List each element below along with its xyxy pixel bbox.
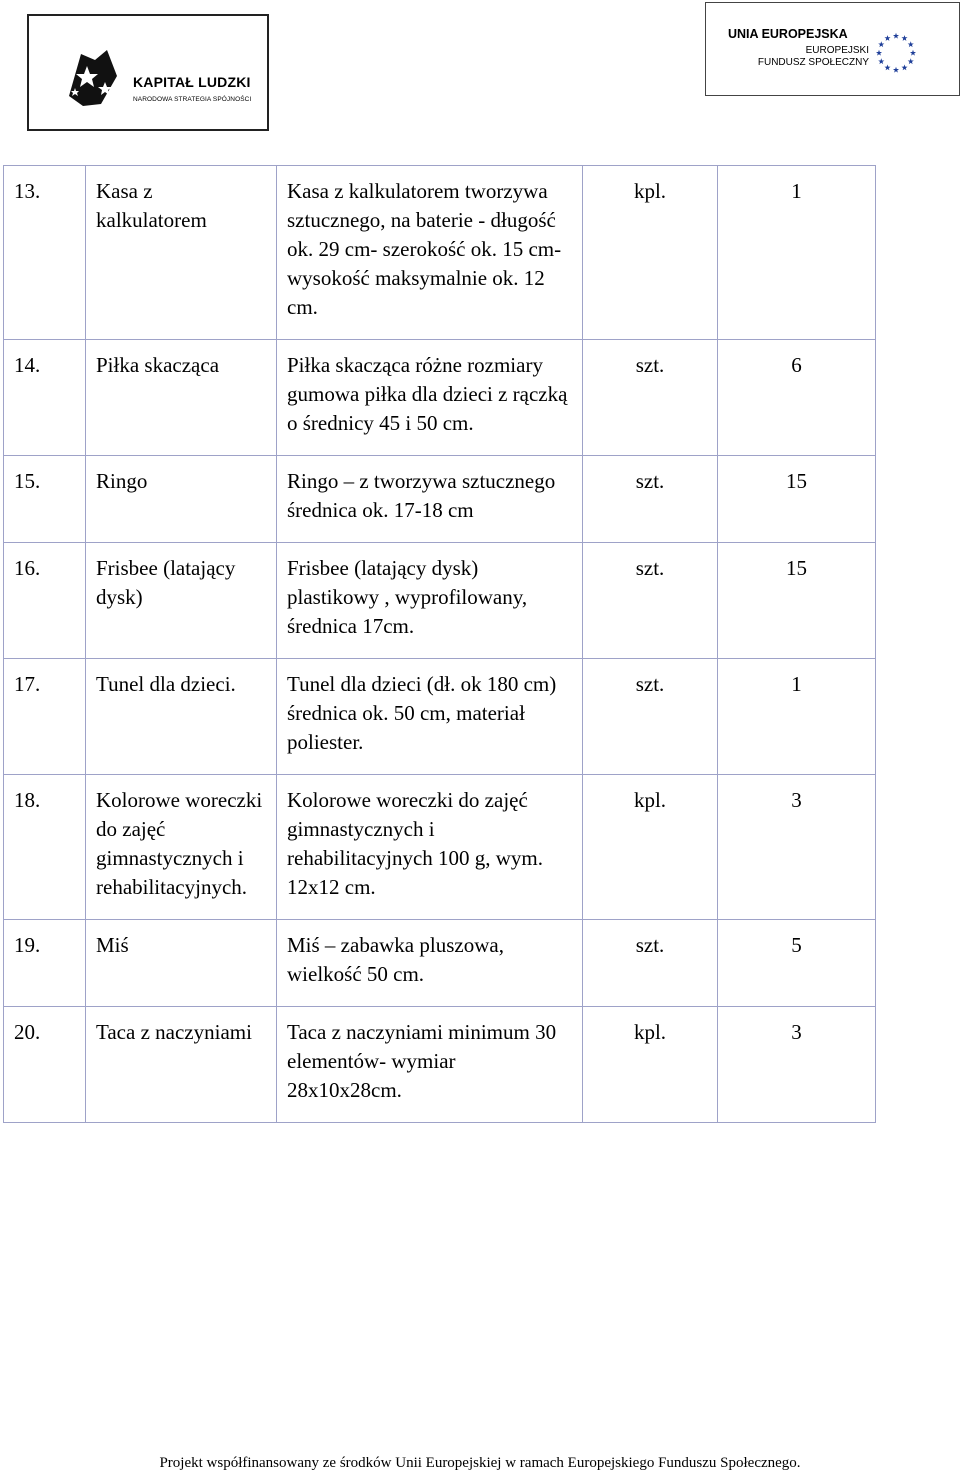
item-name: Kolorowe woreczki do zajęć gimnastycznych i rehabilitacyjnych. [86, 775, 277, 920]
table-row [4, 920, 876, 1007]
item-description: Piłka skacząca różne rozmiary gumowa piłka dla dzieci z rączką o średnicy 45 i 50 cm. [277, 340, 583, 456]
item-name: Kasa z kalkulatorem [86, 166, 277, 340]
table-row [4, 456, 876, 543]
eu-star-icon [878, 41, 884, 47]
table-row [4, 775, 876, 920]
item-description: Taca z naczyniami minimum 30 elementów- wymiar 28x10x28cm. [277, 1007, 583, 1123]
eu-fund-line2: FUNDUSZ SPOŁECZNY [757, 57, 869, 68]
item-unit: szt. [583, 920, 718, 1007]
item-number: 14. [4, 340, 86, 456]
item-name: Frisbee (latający dysk) [86, 543, 277, 659]
item-name: Miś [86, 920, 277, 1007]
eu-star-icon [908, 58, 914, 64]
item-quantity: 1 [718, 166, 876, 340]
item-quantity: 3 [718, 775, 876, 920]
item-description: Frisbee (latający dysk) plastikowy , wyprofilowany, średnica 17cm. [277, 543, 583, 659]
item-unit: kpl. [583, 775, 718, 920]
eu-star-icon [910, 50, 916, 56]
item-unit: kpl. [583, 166, 718, 340]
eu-fund-name [758, 45, 869, 69]
eu-fund-line1: EUROPEJSKI [805, 45, 869, 56]
eu-star-icon [876, 50, 882, 56]
kapital-ludzki-subtitle: NARODOWA STRATEGIA SPÓJNOŚCI [133, 96, 252, 103]
item-number: 16. [4, 543, 86, 659]
footer-note: Projekt współfinansowany ze środków Unii Europejskiej w ramach Europejskiego Funduszu Społecznego. [159, 1455, 801, 1471]
item-description: Ringo – z tworzywa sztucznego średnica ok. 17-18 cm [277, 456, 583, 543]
item-quantity: 15 [718, 543, 876, 659]
item-unit: szt. [583, 543, 718, 659]
table-row [4, 543, 876, 659]
item-number: 19. [4, 920, 86, 1007]
items-table [3, 165, 876, 1123]
item-unit: szt. [583, 659, 718, 775]
table-row [4, 166, 876, 340]
kapital-ludzki-emblem-icon [61, 46, 123, 108]
item-name: Ringo [86, 456, 277, 543]
eu-star-icon [893, 33, 899, 39]
item-quantity: 5 [718, 920, 876, 1007]
eu-star-icon [901, 35, 907, 41]
item-quantity: 1 [718, 659, 876, 775]
item-name: Taca z naczyniami [86, 1007, 277, 1123]
item-quantity: 6 [718, 340, 876, 456]
item-description: Kasa z kalkulatorem tworzywa sztucznego, na baterie - długość ok. 29 cm- szerokość ok. 15 cm- wysokość maksymalnie ok. 12 cm. [277, 166, 583, 340]
item-quantity: 15 [718, 456, 876, 543]
eu-title: UNIA EUROPEJSKA [728, 27, 848, 41]
item-unit: szt. [583, 340, 718, 456]
eu-star-icon [884, 65, 890, 71]
item-description: Kolorowe woreczki do zajęć gimnastycznych i rehabilitacyjnych 100 g, wym. 12x12 cm. [277, 775, 583, 920]
item-number: 13. [4, 166, 86, 340]
item-unit: szt. [583, 456, 718, 543]
item-number: 18. [4, 775, 86, 920]
eu-logo [705, 2, 960, 96]
item-name: Piłka skacząca [86, 340, 277, 456]
item-name: Tunel dla dzieci. [86, 659, 277, 775]
item-number: 20. [4, 1007, 86, 1123]
eu-star-icon [893, 67, 899, 73]
table-row [4, 1007, 876, 1123]
table-row [4, 340, 876, 456]
item-quantity: 3 [718, 1007, 876, 1123]
eu-stars-flag-icon [873, 30, 919, 76]
item-unit: kpl. [583, 1007, 718, 1123]
item-number: 15. [4, 456, 86, 543]
kapital-ludzki-logo [27, 14, 269, 131]
item-description: Miś – zabawka pluszowa, wielkość 50 cm. [277, 920, 583, 1007]
item-number: 17. [4, 659, 86, 775]
item-description: Tunel dla dzieci (dł. ok 180 cm) średnica ok. 50 cm, materiał poliester. [277, 659, 583, 775]
eu-star-icon [901, 65, 907, 71]
eu-star-icon [884, 35, 890, 41]
table-row [4, 659, 876, 775]
eu-star-icon [878, 58, 884, 64]
kapital-ludzki-brand: KAPITAŁ LUDZKI [133, 74, 251, 90]
eu-star-icon [908, 41, 914, 47]
